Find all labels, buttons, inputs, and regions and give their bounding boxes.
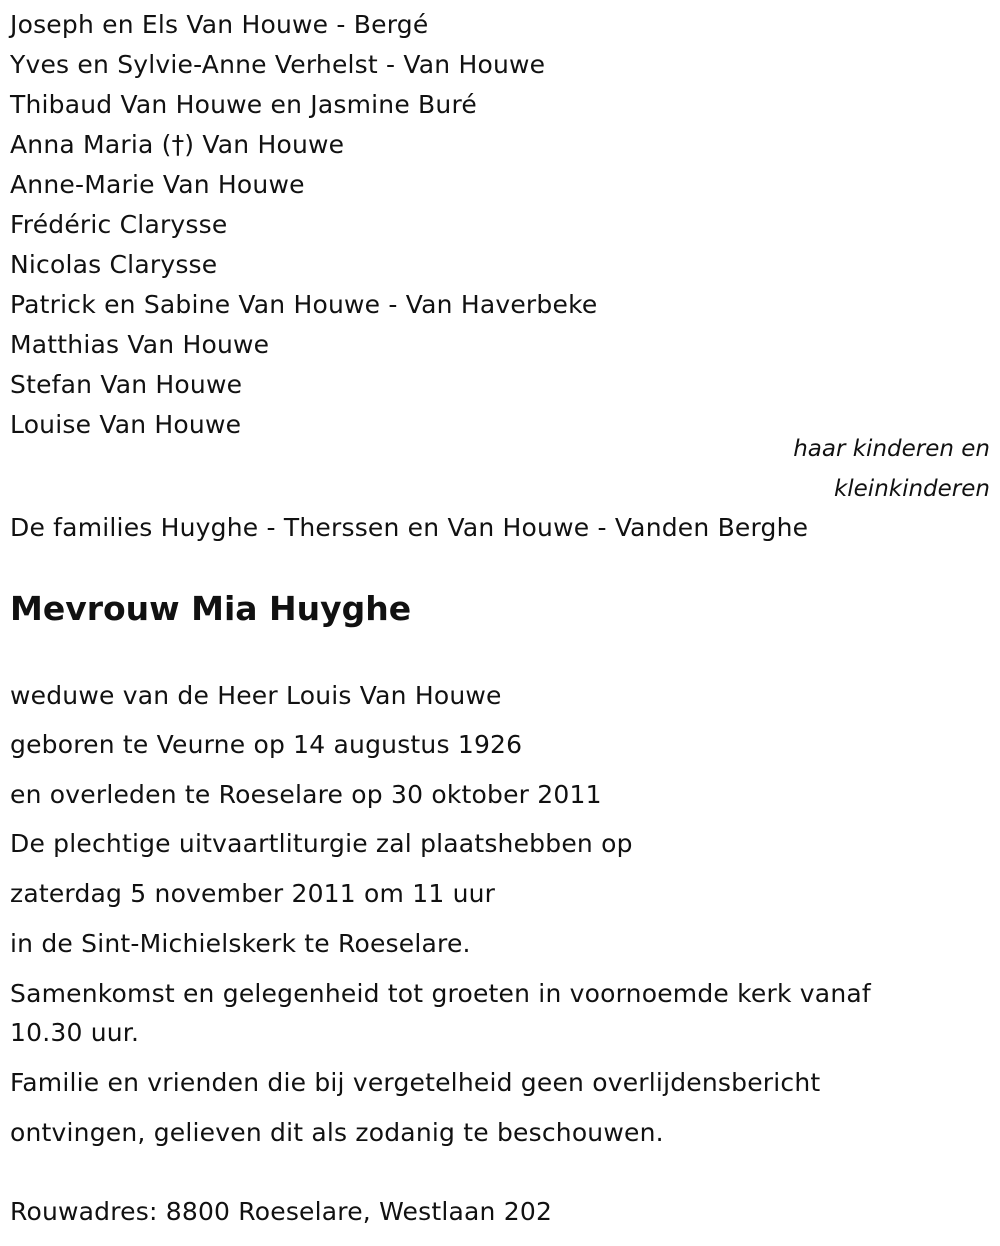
widow-line: weduwe van de Heer Louis Van Houwe — [10, 681, 502, 710]
family-member: Stefan Van Houwe — [10, 370, 243, 399]
family-member: Louise Van Houwe — [10, 410, 242, 439]
family-role-line: kleinkinderen — [833, 476, 990, 502]
family-member: Frédéric Clarysse — [10, 210, 228, 239]
family-member: Patrick en Sabine Van Houwe - Van Haverbeke — [10, 290, 598, 319]
family-member: Thibaud Van Houwe en Jasmine Buré — [10, 90, 477, 119]
family-member: Anna Maria (†) Van Houwe — [10, 130, 345, 159]
deceased-name: Mevrouw Mia Huyghe — [10, 589, 412, 628]
mourning-address: Rouwadres: 8800 Roeselare, Westlaan 202 — [10, 1197, 553, 1226]
family-member: Anne-Marie Van Houwe — [10, 170, 305, 199]
gathering-line: Samenkomst en gelegenheid tot groeten in voornoemde kerk vanaf — [10, 979, 871, 1008]
ceremony-intro: De plechtige uitvaartliturgie zal plaatshebben op — [10, 829, 633, 858]
family-member: Matthias Van Houwe — [10, 330, 270, 359]
ceremony-date: zaterdag 5 november 2011 om 11 uur — [10, 879, 496, 908]
extended-families: De families Huyghe - Therssen en Van Houwe - Vanden Berghe — [10, 513, 809, 542]
death-line: en overleden te Roeselare op 30 oktober 2011 — [10, 780, 602, 809]
family-member: Nicolas Clarysse — [10, 250, 218, 279]
birth-line: geboren te Veurne op 14 augustus 1926 — [10, 730, 523, 759]
family-member: Yves en Sylvie-Anne Verhelst - Van Houwe — [10, 50, 546, 79]
family-member: Joseph en Els Van Houwe - Bergé — [10, 10, 429, 39]
gathering-line: 10.30 uur. — [10, 1018, 140, 1047]
family-role-line: haar kinderen en — [793, 436, 990, 462]
notice-line: ontvingen, gelieven dit als zodanig te beschouwen. — [10, 1118, 664, 1147]
ceremony-place: in de Sint-Michielskerk te Roeselare. — [10, 929, 471, 958]
notice-line: Familie en vrienden die bij vergetelheid geen overlijdensbericht — [10, 1068, 821, 1097]
